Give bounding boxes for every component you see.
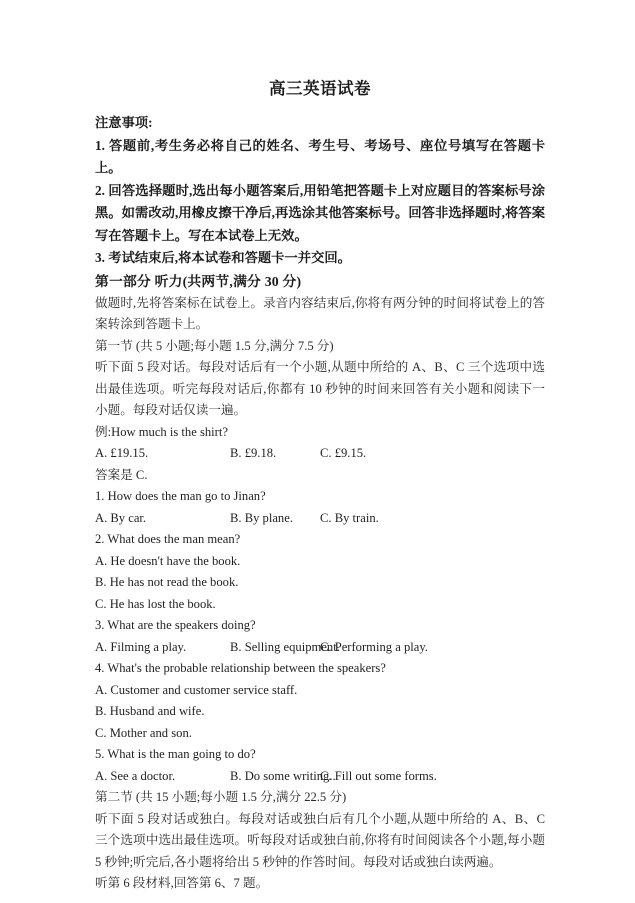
example-option-a: A. £19.15. [95,446,149,460]
example-option-row [95,443,545,465]
section-two-node: 第二节 (共 15 小题;每小题 1.5 分,满分 22.5 分) [95,790,347,804]
question-4-stem: 4. What's the probable relationship between the speakers? [95,661,386,675]
question-1-stem: 1. How does the man go to Jinan? [95,489,266,503]
question-2-option-a: A. He doesn't have the book. [95,553,241,568]
example-answer: 答案是 C. [95,467,148,482]
question-3-option-c: C. Performing a play. [320,639,428,654]
question-5-option-row [95,766,545,788]
question-2-option-c: C. He has lost the book. [95,596,216,611]
question-3-option-a: A. Filming a play. [95,639,187,654]
question-4-option-b: B. Husband and wife. [95,704,205,718]
notice-item-2: 2. 回答选择题时,选出每小题答案后,用铅笔把答题卡上对应题目的答案标号涂黑。如需改动,用橡皮擦干净后,再选涂其他答案标号。回答非选择题时,将答案写在答题卡上。写在本试卷上无效。 [95,182,545,243]
question-2-option-b: B. He has not read the book. [95,575,239,589]
question-1-option-row [95,508,545,530]
example-option-c: C. £9.15. [320,446,367,460]
question-1-option-c: C. By train. [320,510,379,525]
example-stem: 例:How much is the shirt? [95,424,228,439]
question-5-option-a: A. See a doctor. [95,768,176,783]
question-3-option-b: B. Selling equipment. [230,639,340,654]
question-4-option-a: A. Customer and customer service staff. [95,682,298,697]
section-two-instruction: 听下面 5 段对话或独白。每段对话或独白后有几个小题,从题中所给的 A、B、C 三个选项中选出最佳选项。听每段对话或独白前,你将有时间阅读各个小题,每小题 5 秒钟;听完后,各小题将给出 5 秒钟的作答时间。每段对话或独白读两遍。 [95,811,545,869]
question-5-option-c: C. Fill out some forms. [320,768,437,783]
part-one-intro: 做题时,先将答案标在试卷上。录音内容结束后,你将有两分钟的时间将试卷上的答案转涂到答题卡上。 [95,295,545,331]
page-title: 高三英语试卷 [269,79,371,98]
section-two-material-line: 听第 6 段材料,回答第 6、7 题。 [95,876,269,890]
section-one-instruction: 听下面 5 段对话。每段对话后有一个小题,从题中所给的 A、B、C 三个选项中选出最佳选项。听完每段对话后,你都有 10 秒钟的时间来回答有关小题和阅读下一小题。每段对话仅读一遍。 [95,360,545,417]
question-1-option-b: B. By plane. [230,510,293,525]
question-3-stem: 3. What are the speakers doing? [95,618,256,632]
question-4-option-c: C. Mother and son. [95,725,192,740]
section-one-node: 第一节 (共 5 小题;每小题 1.5 分,满分 7.5 分) [95,338,334,353]
question-5-stem: 5. What is the man going to do? [95,747,256,761]
document-body [95,78,545,895]
question-3-option-row [95,637,545,659]
question-2-stem: 2. What does the man mean? [95,532,241,546]
notice-heading: 注意事项: [95,115,153,130]
notice-item-1: 1. 答题前,考生务必将自己的姓名、考生号、考场号、座位号填写在答题卡上。 [95,137,545,175]
part-one-heading: 第一部分 听力(共两节,满分 30 分) [95,273,302,289]
notice-item-3: 3. 考试结束后,将本试卷和答题卡一并交回。 [95,250,351,265]
question-1-option-a: A. By car. [95,510,147,525]
question-5-option-b: B. Do some writing.. [230,768,336,783]
example-option-b: B. £9.18. [230,446,277,460]
